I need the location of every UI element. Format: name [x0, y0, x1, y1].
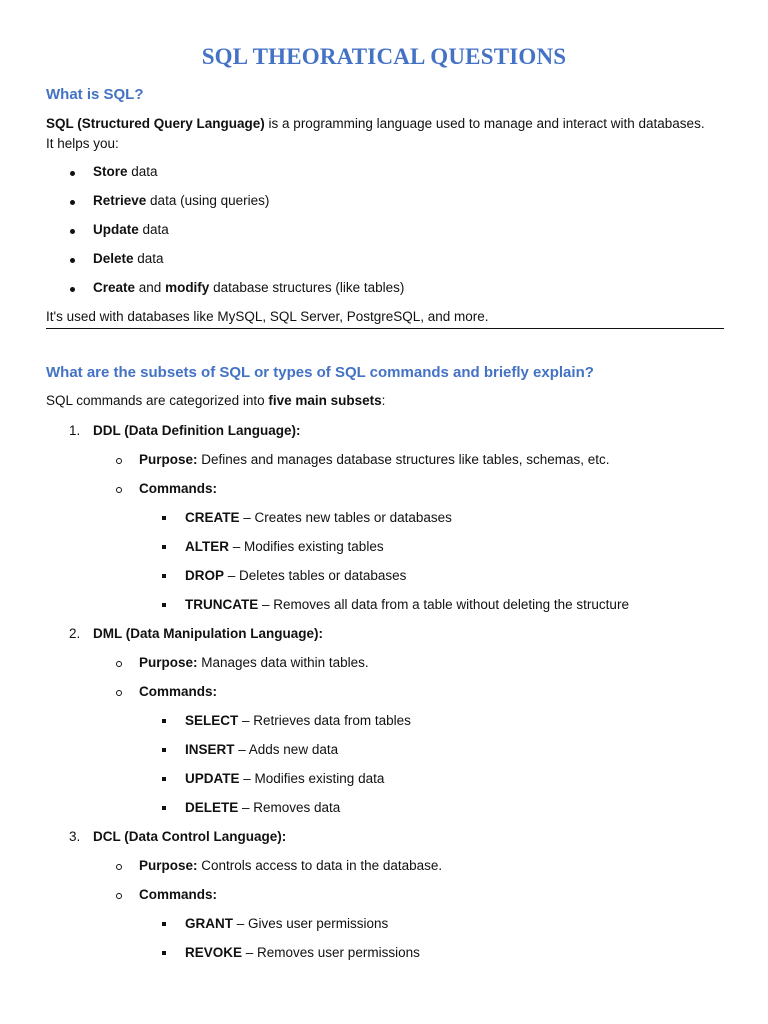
command-name: SELECT	[185, 713, 239, 728]
command-item	[185, 800, 340, 815]
intro-paragraph	[46, 116, 705, 131]
command-item	[185, 945, 420, 960]
command-desc: – Gives user permissions	[233, 916, 389, 931]
bullet-dot-icon	[70, 171, 75, 176]
command-item	[185, 539, 384, 554]
purpose-text: Manages data within tables.	[197, 655, 369, 670]
purpose-line	[139, 858, 442, 873]
subsets-intro-colon: :	[381, 393, 386, 408]
command-item	[185, 742, 338, 757]
subset-name-dcl: DCL (Data Control Language):	[93, 829, 287, 844]
command-item	[185, 597, 629, 612]
bullet-dot-icon	[70, 258, 75, 263]
subset-number: 1.	[69, 423, 81, 438]
bullet-square-icon	[162, 748, 166, 752]
intro-bold: SQL (Structured Query Language)	[46, 116, 265, 131]
command-item	[185, 568, 406, 583]
purpose-line	[139, 655, 369, 670]
command-name: INSERT	[185, 742, 235, 757]
bullet-dot-icon	[70, 200, 75, 205]
purpose-text: Controls access to data in the database.	[197, 858, 443, 873]
command-desc: – Retrieves data from tables	[238, 713, 411, 728]
subset-number: 3.	[69, 829, 81, 844]
command-desc: – Modifies existing data	[239, 771, 385, 786]
command-name: CREATE	[185, 510, 240, 525]
list-item	[93, 251, 164, 266]
list-item-text: data	[138, 222, 169, 237]
section-heading-subsets: What are the subsets of SQL or types of SQL commands and briefly explain?	[46, 364, 594, 381]
list-item-bold: Delete	[93, 251, 134, 266]
command-name: DROP	[185, 568, 225, 583]
command-desc: – Removes user permissions	[242, 945, 420, 960]
list-item-bold: Create	[93, 280, 136, 295]
list-item-bold: Store	[93, 164, 128, 179]
purpose-label: Purpose:	[139, 655, 198, 670]
bullet-circle-icon	[116, 661, 122, 667]
command-name: GRANT	[185, 916, 233, 931]
list-item-text: data (using queries)	[146, 193, 270, 208]
bullet-square-icon	[162, 574, 166, 578]
command-desc: – Deletes tables or databases	[224, 568, 407, 583]
intro-line2: It helps you:	[46, 136, 119, 151]
list-item-text: data	[133, 251, 164, 266]
command-item	[185, 771, 384, 786]
command-item	[185, 713, 411, 728]
command-name: TRUNCATE	[185, 597, 259, 612]
command-desc: – Removes all data from a table without deleting the structure	[258, 597, 629, 612]
command-desc: – Creates new tables or databases	[239, 510, 452, 525]
command-name: DELETE	[185, 800, 239, 815]
list-item	[93, 164, 158, 179]
command-name: ALTER	[185, 539, 229, 554]
command-desc: – Modifies existing tables	[229, 539, 384, 554]
subset-number: 2.	[69, 626, 81, 641]
command-name: REVOKE	[185, 945, 243, 960]
subset-name-ddl: DDL (Data Definition Language):	[93, 423, 301, 438]
bullet-circle-icon	[116, 487, 122, 493]
list-item-text: data	[127, 164, 158, 179]
purpose-line	[139, 452, 609, 467]
bullet-dot-icon	[70, 287, 75, 292]
list-item	[93, 222, 169, 237]
bullet-circle-icon	[116, 690, 122, 696]
command-item	[185, 916, 388, 931]
bullet-circle-icon	[116, 864, 122, 870]
list-item	[93, 193, 269, 208]
horizontal-rule	[46, 328, 724, 329]
command-desc: – Adds new data	[234, 742, 339, 757]
commands-label: Commands:	[139, 481, 218, 496]
commands-label: Commands:	[139, 684, 218, 699]
list-item-text: database structures (like tables)	[209, 280, 405, 295]
intro-rest: is a programming language used to manage and interact with databases.	[264, 116, 705, 131]
commands-label: Commands:	[139, 887, 218, 902]
bullet-square-icon	[162, 922, 166, 926]
list-item	[93, 280, 404, 295]
bullet-dot-icon	[70, 229, 75, 234]
command-desc: – Removes data	[238, 800, 341, 815]
bullet-square-icon	[162, 603, 166, 607]
list-item-bold: Update	[93, 222, 139, 237]
list-item-bold: Retrieve	[93, 193, 147, 208]
purpose-label: Purpose:	[139, 858, 198, 873]
bullet-square-icon	[162, 719, 166, 723]
list-item-bold: modify	[165, 280, 210, 295]
command-name: UPDATE	[185, 771, 240, 786]
page-title: SQL THEORATICAL QUESTIONS	[201, 44, 567, 69]
subsets-intro-bold: five main subsets	[268, 393, 382, 408]
bullet-square-icon	[162, 516, 166, 520]
subset-name-dml: DML (Data Manipulation Language):	[93, 626, 323, 641]
list-item-text: and	[135, 280, 166, 295]
bullet-square-icon	[162, 545, 166, 549]
bullet-square-icon	[162, 806, 166, 810]
bullet-square-icon	[162, 777, 166, 781]
purpose-label: Purpose:	[139, 452, 198, 467]
command-item	[185, 510, 452, 525]
bullet-square-icon	[162, 951, 166, 955]
bullet-circle-icon	[116, 458, 122, 464]
section-heading-what-is-sql: What is SQL?	[46, 86, 144, 103]
subsets-intro-text: SQL commands are categorized into	[46, 393, 269, 408]
subsets-intro	[46, 393, 385, 408]
purpose-text: Defines and manages database structures like tables, schemas, etc.	[197, 452, 610, 467]
closing-paragraph: It's used with databases like MySQL, SQL Server, PostgreSQL, and more.	[46, 309, 489, 324]
bullet-circle-icon	[116, 893, 122, 899]
